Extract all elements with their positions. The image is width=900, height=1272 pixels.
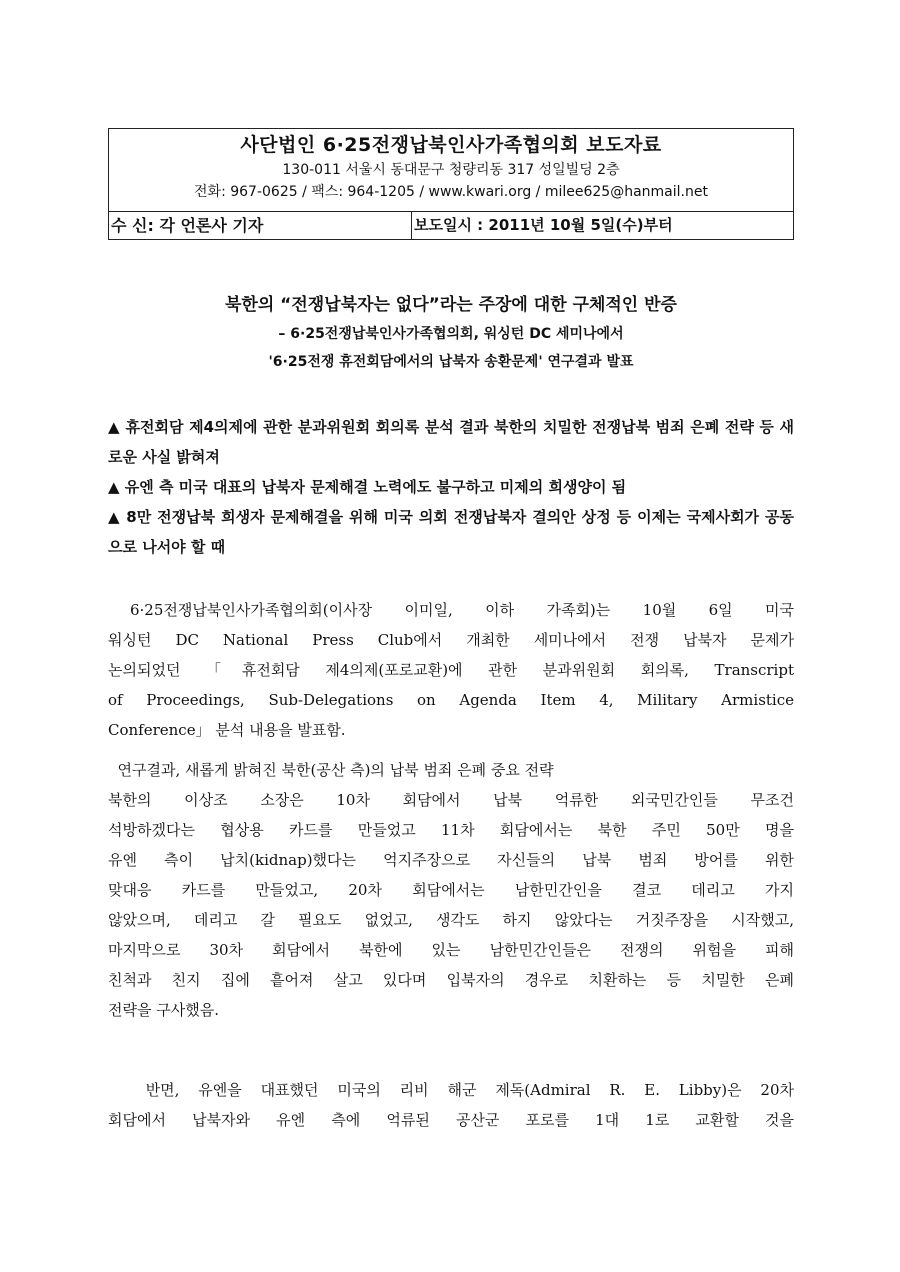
paragraph-line: 연구결과, 새롭게 밝혀진 북한(공산 측)의 납북 범죄 은폐 중요 전략 (108, 761, 554, 779)
paragraph-line: 마지막으로 30차 회담에서 북한에 있는 남한민간인들은 전쟁의 위험을 피해 (108, 941, 794, 959)
organization-title: 사단법인 6·25전쟁납북인사가족협의회 보도자료 (240, 134, 662, 156)
press-release-header (108, 128, 794, 240)
paragraph-line: 전략을 구사했음. (108, 1001, 219, 1019)
organization-contact: 전화: 967-0625 / 팩스: 964-1205 / www.kwari.org / milee625@hanmail.net (194, 184, 708, 200)
paragraph-line: of Proceedings, Sub-Delegations on Agenda Item 4, Military Armistice (108, 691, 794, 709)
paragraph-line: 유엔 측이 납치(kidnap)했다는 억지주장으로 자신들의 납북 범죄 방어를 위한 (108, 851, 794, 869)
paragraph-line: 논의되었던 「휴전회담 제4의제(포로교환)에 관한 분과위원회 회의록, Transcript (108, 661, 794, 679)
subtitle-line-2: '6·25전쟁 휴전회담에서의 납북자 송환문제' 연구결과 발표 (268, 354, 634, 370)
paragraph-line: 회담에서 납북자와 유엔 측에 억류된 공산군 포로를 1대 1로 교환할 것을 (108, 1111, 794, 1129)
paragraph-line: 6·25전쟁납북인사가족협의회(이사장 이미일, 이하 가족회)는 10월 6일 미국 (130, 601, 794, 619)
body-paragraph-1 (108, 595, 794, 745)
paragraph-line: 워싱턴 DC National Press Club에서 개최한 세미나에서 전쟁 납북자 문제가 (108, 631, 794, 649)
paragraph-line: 반면, 유엔을 대표했던 미국의 리비 해군 제독(Admiral R. E. Libby)은 20차 (108, 1081, 795, 1099)
paragraph-line: 않았으며, 데리고 갈 필요도 없었고, 생각도 하지 않았다는 거짓주장을 시작했고, (108, 911, 794, 929)
paragraph-line: 맞대응 카드를 만들었고, 20차 회담에서는 남한민간인을 결코 데리고 가지 (108, 881, 794, 899)
highlights-list (108, 412, 794, 562)
paragraph-line: 친척과 친지 집에 흩어져 살고 있다며 입북자의 경우로 치환하는 등 치밀한 은폐 (108, 971, 794, 989)
title-block (108, 290, 794, 376)
subtitle-line-1: – 6·25전쟁납북인사가족협의회, 워싱턴 DC 세미나에서 (278, 326, 624, 342)
paragraph-line: 석방하겠다는 협상용 카드를 만들었고 11차 회담에서는 북한 주민 50만 명을 (108, 821, 794, 839)
organization-address: 130-011 서울시 동대문구 청량리동 317 성일빌딩 2층 (282, 162, 620, 178)
highlight-item-1: ▲ 휴전회담 제4의제에 관한 분과위원회 회의록 분석 결과 북한의 치밀한 전쟁납북 범죄 은폐 전략 등 새로운 사실 밝혀져 (108, 418, 794, 466)
recipient-field: 수 신: 각 언론사 기자 (109, 212, 412, 239)
highlight-item-2: ▲ 유엔 측 미국 대표의 납북자 문제해결 노력에도 불구하고 미제의 희생양이 됨 (108, 478, 627, 496)
body-paragraph-2 (108, 755, 794, 1025)
release-date-field: 보도일시 : 2011년 10월 5일(수)부터 (414, 216, 673, 234)
paragraph-line: Conference」 분석 내용을 발표함. (108, 721, 346, 739)
paragraph-line: 북한의 이상조 소장은 10차 회담에서 납북 억류한 외국민간인들 무조건 (108, 791, 794, 809)
highlight-item-3: ▲ 8만 전쟁납북 희생자 문제해결을 위해 미국 의회 전쟁납북자 결의안 상정 등 이제는 국제사회가 공동으로 나서야 할 때 (108, 508, 794, 556)
header-meta-row (109, 212, 793, 239)
organization-info (109, 129, 793, 212)
body-paragraph-3 (108, 1075, 794, 1135)
main-title: 북한의 “전쟁납북자는 없다”라는 주장에 대한 구체적인 반증 (225, 295, 677, 315)
